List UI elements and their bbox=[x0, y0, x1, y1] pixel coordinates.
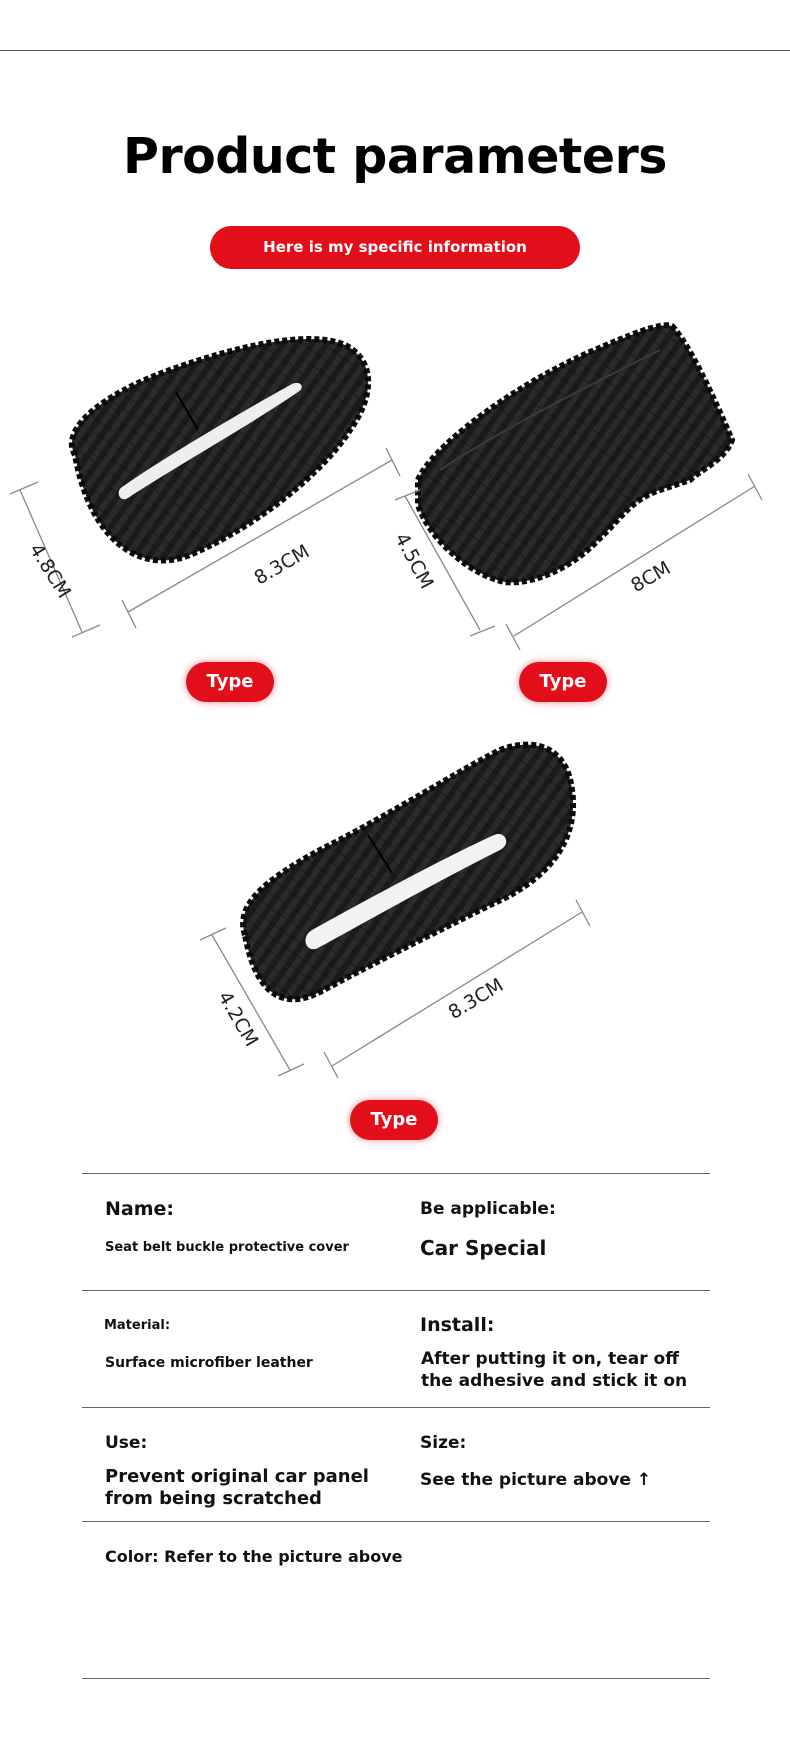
use-label: Use: bbox=[105, 1433, 148, 1453]
spec-divider bbox=[82, 1521, 710, 1522]
type-c-height-dimension: 4.2CM bbox=[213, 987, 263, 1051]
type-c-width-dimension: 8.3CM bbox=[444, 974, 508, 1024]
color-row bbox=[105, 1547, 403, 1566]
material-label: Material: bbox=[104, 1318, 171, 1333]
name-value: Seat belt buckle protective cover bbox=[105, 1240, 349, 1255]
type-b-width-dimension: 8CM bbox=[627, 557, 675, 597]
type-b-badge: Type B bbox=[519, 662, 607, 702]
type-a-height-dimension: 4.8CM bbox=[24, 539, 76, 603]
use-value: Prevent original car panel from being scratched bbox=[105, 1466, 369, 1509]
install-label: Install: bbox=[420, 1314, 495, 1336]
name-label: Name: bbox=[105, 1198, 175, 1220]
applicable-label: Be applicable: bbox=[420, 1199, 556, 1219]
type-a-product-image bbox=[72, 339, 368, 560]
spec-divider bbox=[82, 1290, 710, 1291]
spec-divider bbox=[82, 1407, 710, 1408]
size-value: See the picture above ↑ bbox=[420, 1470, 652, 1490]
info-banner: Here is my specific information bbox=[210, 226, 580, 269]
type-b-height-dimension: 4.5CM bbox=[390, 529, 438, 593]
type-a-width-dimension: 8.3CM bbox=[250, 540, 314, 590]
spec-divider bbox=[82, 1173, 710, 1174]
type-b-product-image bbox=[418, 325, 732, 582]
material-value: Surface microfiber leather bbox=[105, 1355, 313, 1371]
type-c-badge: Type C bbox=[350, 1100, 438, 1140]
color-label: Color: bbox=[105, 1547, 159, 1566]
page-title: Product parameters bbox=[123, 128, 667, 185]
type-c-product-image bbox=[243, 745, 573, 1000]
size-label: Size: bbox=[420, 1433, 467, 1453]
bottom-divider bbox=[82, 1678, 710, 1679]
type-a-badge: Type A bbox=[186, 662, 274, 702]
color-value: Refer to the picture above bbox=[164, 1547, 403, 1566]
install-value: After putting it on, tear off the adhesive and stick it on bbox=[421, 1349, 688, 1391]
applicable-value: Car Special bbox=[420, 1236, 547, 1260]
